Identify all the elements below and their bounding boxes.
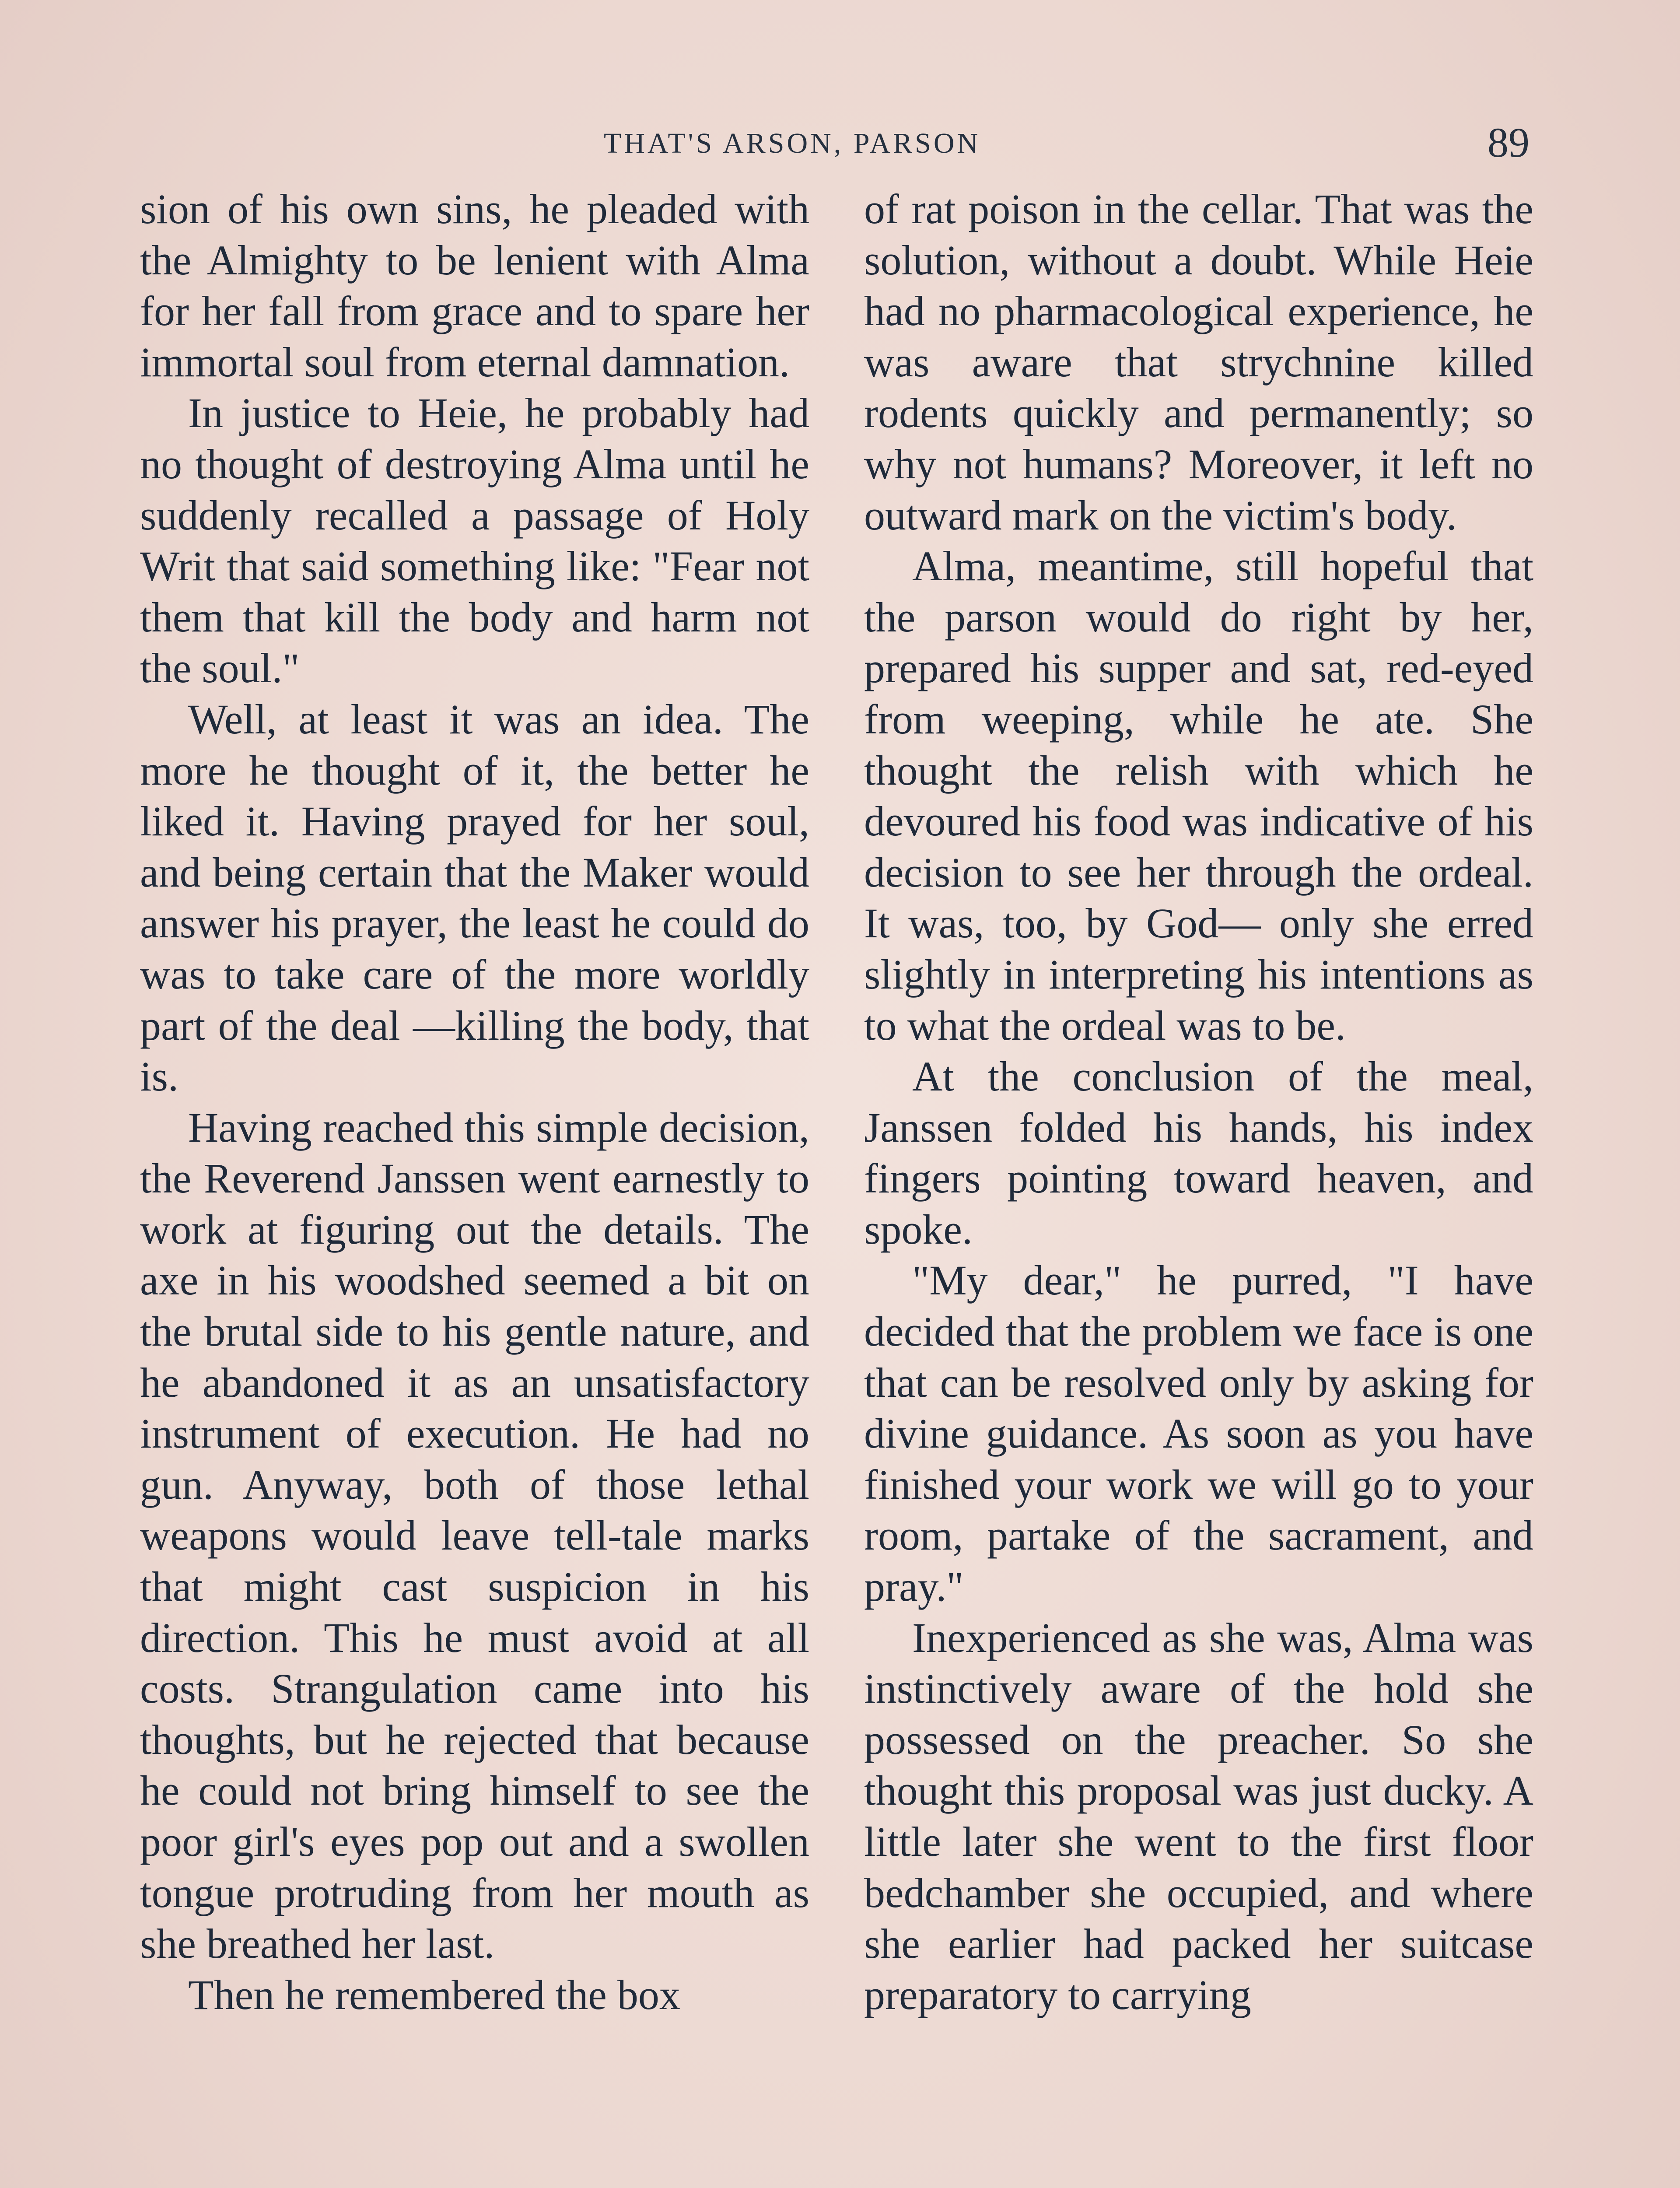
paragraph: Then he remembered the box [188, 1971, 680, 2018]
paragraph: In justice to Heie, he probably had no thought of destroying Alma until he suddenly recalled a passage of Holy Writ that said something like: "Fear not them that kill the body and harm not the soul." [140, 389, 809, 692]
paragraph: Well, at least it was an idea. The more he thought of it, the better he liked it. Having prayed for her soul, and being certain that the Maker would answer his prayer, the least he could do was to take care of the more worldly part of the deal —killing the body, that is. [140, 695, 809, 1100]
paragraph: "My dear," he purred, "I have decided that the problem we face is one that can be resolved only by asking for divine guidance. As soon as you have finished your work we will go to your room, partake of the sacrament, and pray." [864, 1257, 1533, 1610]
paragraph: Inexperienced as she was, Alma was instinctively aware of the hold she possessed on the preacher. So she thought this proposal was just ducky. A little later she went to the first floor bedchamber she occupied, and where she earlier had packed her suitcase preparatory to carrying [864, 1614, 1533, 2018]
paragraph: of rat poison in the cellar. That was the solution, without a doubt. While Heie had no pharmacological experience, he was aware that strychnine killed rodents quickly and permanently; so why not humans? Moreover, it left no outward mark on the victim's body. [864, 186, 1533, 539]
paragraph: Having reached this simple decision, the Reverend Janssen went earnestly to work at figuring out the details. The axe in his woodshed seemed a bit on the brutal side to his gentle nature, and he abandoned it as an unsatisfactory instrument of execution. He had no gun. Anyway, both of those lethal weapons would leave tell-tale marks that might cast suspicion in his direction. This he must avoid at all costs. Strangulation came into his thoughts, but he rejected that because he could not bring himself to see the poor girl's eyes pop out and a swollen tongue protruding from her mouth as she breathed her last. [140, 1104, 809, 1967]
right-column [864, 184, 1533, 2020]
running-head: THAT'S ARSON, PARSON [604, 127, 981, 159]
paragraph: At the conclusion of the meal, Janssen folded his hands, his index fingers pointing toward heaven, and spoke. [864, 1053, 1533, 1253]
paragraph: sion of his own sins, he pleaded with the Almighty to be lenient with Alma for her fall from grace and to spare her immortal soul from eternal damnation. [140, 186, 809, 386]
paragraph: Alma, meantime, still hopeful that the parson would do right by her, prepared his supper and sat, red-eyed from weeping, while he ate. She thought the relish with which he devoured his food was indicative of his decision to see her through the ordeal. It was, too, by God— only she erred slightly in interpreting his intentions as to what the ordeal was to be. [864, 543, 1533, 1049]
left-column [140, 184, 809, 2020]
page-number: 89 [1488, 119, 1530, 166]
